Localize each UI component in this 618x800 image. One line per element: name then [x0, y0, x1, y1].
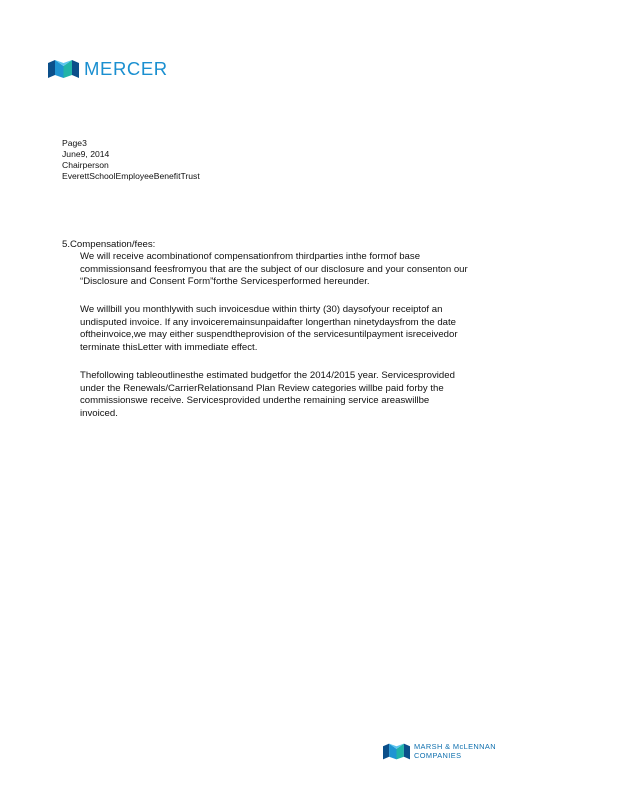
recipient-title: Chairperson [62, 160, 109, 170]
marsh-mclennan-logo [383, 743, 496, 760]
footer-logo-line1: MARSH & McLENNAN [414, 742, 496, 751]
mmc-mark-icon [383, 743, 410, 760]
mercer-logo-text: MERCER [84, 58, 168, 79]
paragraph-line: under the Renewals/CarrierRelationsand Plan Review categories willbe paid forby the [80, 382, 444, 394]
page-number: Page3 [62, 138, 87, 148]
paragraph-budget [80, 370, 455, 420]
paragraph-line: “Disclosure and Consent Form”forthe Servicesperformed hereunder. [80, 276, 370, 287]
paragraph-line: Thefollowing tableoutlinesthe estimated budgetfor the 2014/2015 year. Servicesprovided [80, 370, 455, 381]
footer-logo-text [414, 743, 496, 760]
paragraph-line: oftheinvoice,we may either suspendtheprovision of the servicesuntilpayment isreceivedor [80, 329, 458, 340]
paragraph-line: terminate thisLetter with immediate effect. [80, 341, 258, 353]
paragraph-compensation [80, 251, 468, 289]
paragraph-line: We willbill you monthlywith such invoicesdue within thirty (30) daysofyour receiptof an [80, 304, 443, 315]
paragraph-billing [80, 304, 458, 354]
footer-logo-line2: COMPANIES [414, 750, 462, 760]
paragraph-line: undisputed invoice. If any invoiceremainsunpaidafter longerthan ninetydaysfrom the date [80, 316, 456, 328]
mercer-mark-icon [48, 60, 79, 78]
section-heading: 5.Compensation/fees: [62, 239, 156, 250]
paragraph-line: invoiced. [80, 407, 118, 419]
mercer-logo [48, 60, 168, 79]
paragraph-line: commissionswe receive. Servicesprovided underthe remaining service areaswillbe [80, 395, 430, 406]
recipient-organization: EverettSchoolEmployeeBenefitTrust [62, 171, 200, 181]
paragraph-line: commissionsand feesfromyou that are the subject of our disclosure and your consenton our [80, 263, 468, 275]
letter-date: June9, 2014 [62, 149, 110, 159]
letter-header [62, 138, 200, 182]
paragraph-line: We will receive acombinationof compensationfrom thirdparties inthe formof base [80, 251, 421, 262]
